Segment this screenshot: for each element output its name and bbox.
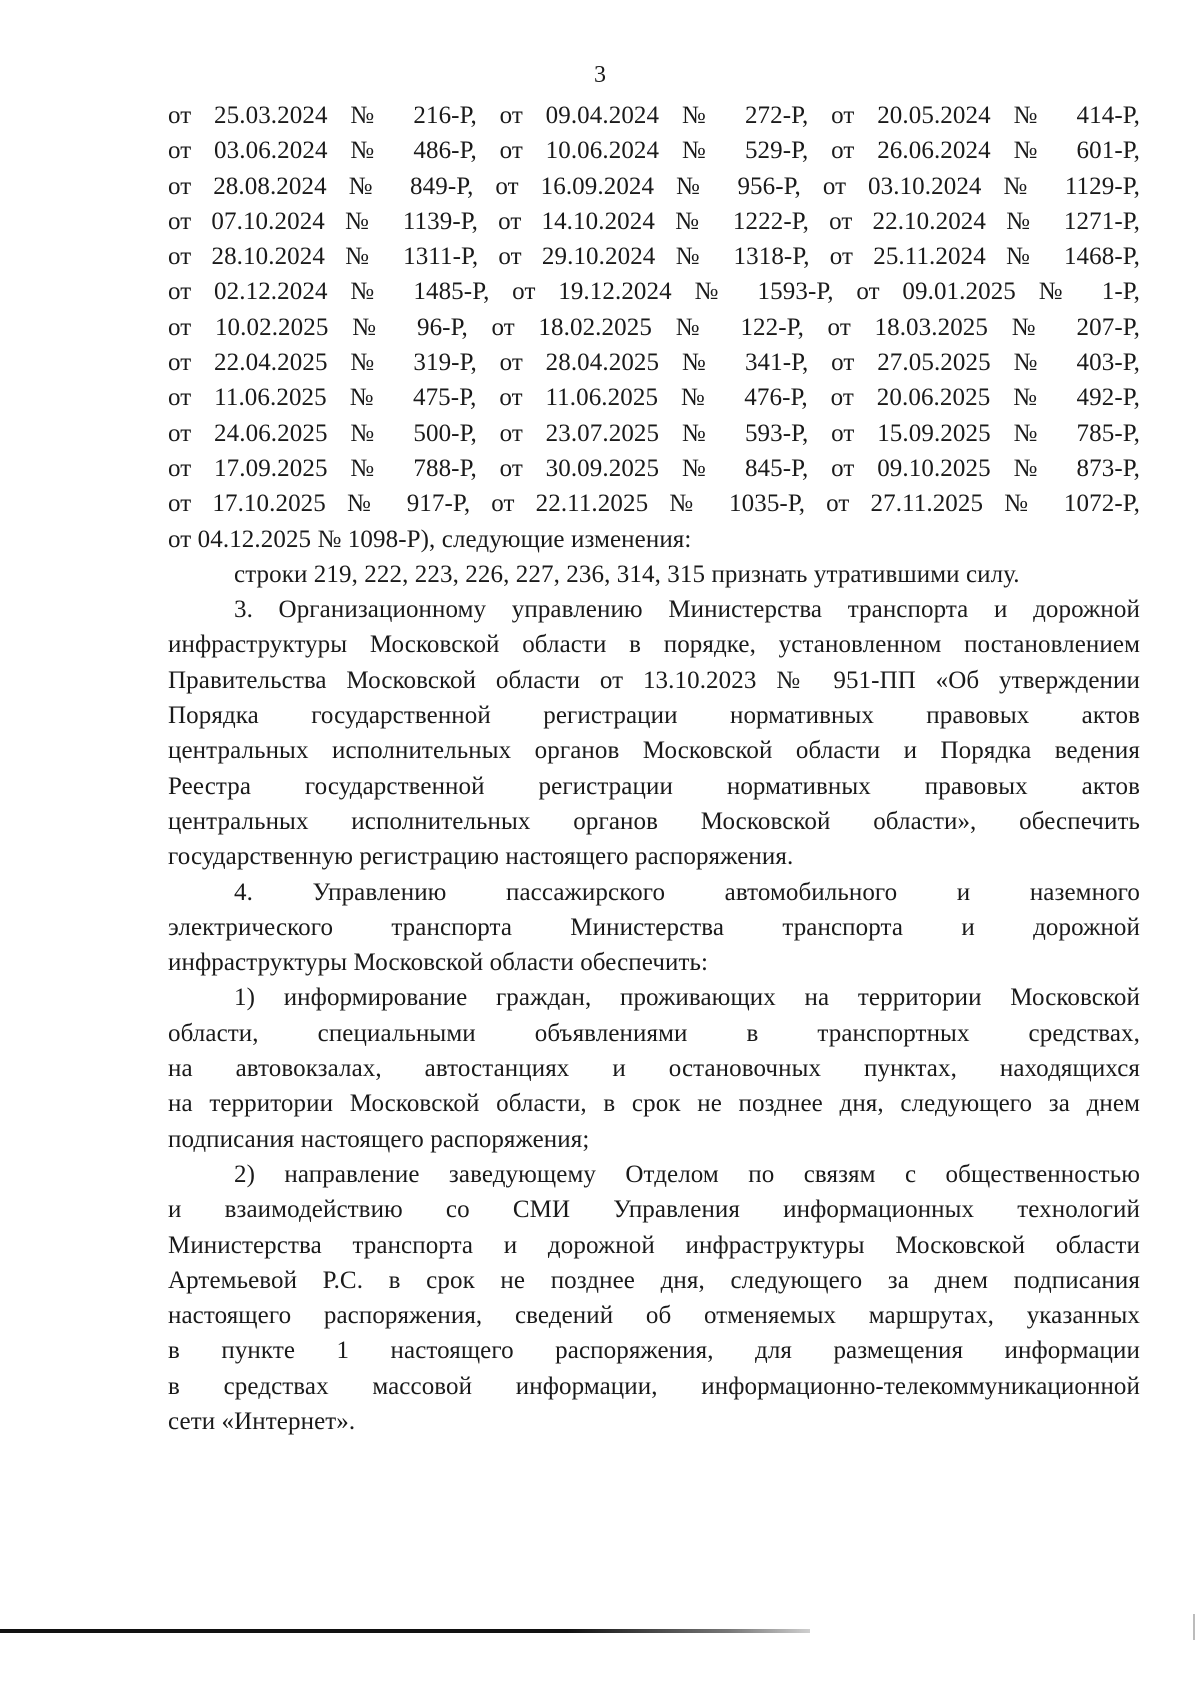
item-3-paragraph (168, 592, 1140, 874)
text-line: от 10.02.2025 № 96-Р, от 18.02.2025 № 122-Р, от 18.03.2025 № 207-Р, (168, 313, 1140, 341)
text-line: 2) направление заведующему Отделом по связям с общественностью (234, 1160, 1140, 1188)
text-line: от 11.06.2025 № 475-Р, от 11.06.2025 № 476-Р, от 20.06.2025 № 492-Р, (168, 384, 1140, 412)
text-line: Министерства транспорта и дорожной инфраструктуры Московской области (168, 1231, 1140, 1259)
text-line: от 24.06.2025 № 500-Р, от 23.07.2025 № 593-Р, от 15.09.2025 № 785-Р, (168, 419, 1140, 447)
text-line: государственную регистрацию настоящего распоряжения. (168, 843, 794, 871)
text-line: от 03.06.2024 № 486-Р, от 10.06.2024 № 529-Р, от 26.06.2024 № 601-Р, (168, 137, 1140, 165)
text-line: от 17.09.2025 № 788-Р, от 30.09.2025 № 845-Р, от 09.10.2025 № 873-Р, (168, 454, 1140, 482)
text-line: от 17.10.2025 № 917-Р, от 22.11.2025 № 1035-Р, от 27.11.2025 № 1072-Р, (168, 490, 1140, 518)
text-line: подписания настоящего распоряжения; (168, 1125, 590, 1153)
text-line: электрического транспорта Министерства транспорта и дорожной (168, 913, 1140, 941)
text-line: Артемьевой Р.С. в срок не позднее дня, следующего за днем подписания (168, 1266, 1140, 1294)
document-body (168, 98, 1140, 1439)
text-line: центральных исполнительных органов Московской области», обеспечить (168, 807, 1140, 835)
rows-invalidation-paragraph (168, 557, 1140, 592)
text-line: от 04.12.2025 № 1098-Р), следующие изменения: (168, 525, 692, 553)
text-line: на автовокзалах, автостанциях и остановочных пунктах, находящихся (168, 1055, 1140, 1083)
text-line: от 22.04.2025 № 319-Р, от 28.04.2025 № 341-Р, от 27.05.2025 № 403-Р, (168, 349, 1140, 377)
text-line: от 28.10.2024 № 1311-Р, от 29.10.2024 № 1318-Р, от 25.11.2024 № 1468-Р, (168, 243, 1140, 271)
item-4-2-paragraph (168, 1157, 1140, 1439)
text-line: и взаимодействию со СМИ Управления информационных технологий (168, 1196, 1140, 1224)
order-list-paragraph (168, 98, 1140, 557)
scan-edge-mark (1193, 1614, 1195, 1640)
text-line: на территории Московской области, в срок не позднее дня, следующего за днем (168, 1090, 1140, 1118)
text-line: инфраструктуры Московской области в порядке, установленном постановлением (168, 631, 1140, 659)
item-4-1-paragraph (168, 980, 1140, 1156)
text-line: центральных исполнительных органов Московской области и Порядка ведения (168, 737, 1140, 765)
text-line: 1) информирование граждан, проживающих на территории Московской (234, 984, 1140, 1012)
text-line: в пункте 1 настоящего распоряжения, для размещения информации (168, 1337, 1140, 1365)
text-line: сети «Интернет». (168, 1407, 356, 1435)
text-line: 3. Организационному управлению Министерства транспорта и дорожной (234, 596, 1140, 624)
text-line: от 28.08.2024 № 849-Р, от 16.09.2024 № 956-Р, от 03.10.2024 № 1129-Р, (168, 172, 1140, 200)
text-line: Порядка государственной регистрации нормативных правовых актов (168, 702, 1140, 730)
bottom-divider-line (0, 1629, 810, 1633)
text-line: Правительства Московской области от 13.10.2023 № 951-ПП «Об утверждении (168, 666, 1140, 694)
text-line: в средствах массовой информации, информационно-телекоммуникационной (168, 1372, 1140, 1400)
page-number: 3 (594, 62, 606, 88)
text-line: Реестра государственной регистрации нормативных правовых актов (168, 772, 1140, 800)
text-line: настоящего распоряжения, сведений об отменяемых маршрутах, указанных (168, 1302, 1140, 1330)
item-4-paragraph (168, 875, 1140, 981)
text-line: инфраструктуры Московской области обеспечить: (168, 949, 709, 977)
text-line: строки 219, 222, 223, 226, 227, 236, 314, 315 признать утратившими силу. (234, 560, 1020, 588)
text-line: 4. Управлению пассажирского автомобильного и наземного (234, 878, 1140, 906)
text-line: от 02.12.2024 № 1485-Р, от 19.12.2024 № 1593-Р, от 09.01.2025 № 1-Р, (168, 278, 1140, 306)
text-line: области, специальными объявлениями в транспортных средствах, (168, 1019, 1140, 1047)
text-line: от 25.03.2024 № 216-Р, от 09.04.2024 № 272-Р, от 20.05.2024 № 414-Р, (168, 102, 1140, 129)
text-line: от 07.10.2024 № 1139-Р, от 14.10.2024 № 1222-Р, от 22.10.2024 № 1271-Р, (168, 207, 1140, 235)
